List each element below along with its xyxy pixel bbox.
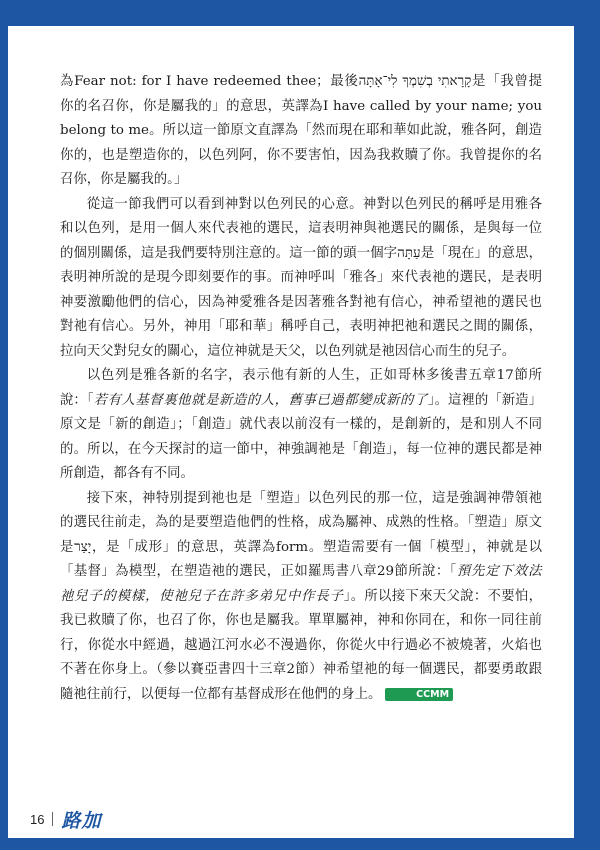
scripture-quote-2cor: 若有人基督裏他就是新造的人，舊事已過都變成新的了 — [93, 392, 428, 408]
hebrew-word-form: יָצַר — [74, 539, 92, 555]
paragraph-3: 以色列是雅各新的名字，表示他有新的人生，正如哥林多後書五章17節所說：「若有人基督裏他就是新造的人，舊事已過都變成新的了」。這裡的「新造」原文是「新的創造」；「創造」就代表以前沒有一樣的，是創新的，是和別人不同的。所以，在今天探討的這一節中，神強調祂是「創造」，每一位神的選民都是神所創造，都各有不同。 — [60, 368, 542, 481]
bottom-border — [0, 838, 600, 850]
paragraph-4: 接下來，神特別提到祂也是「塑造」以色列民的那一位，這是強調神帶領祂的選民往前走，為的是要塑造他們的性格，成為屬神、成熟的性格。「塑造」原文是יָצַר，是「成形」的意思，英譯為form。塑造需要有一個「模型」，神就是以「基督」為模型，在塑造祂的選民，正如羅馬書八章29節所說：「預先定下效法祂兒子的模樣，使祂兒子在許多弟兄中作長子」。所以接下來天父說：不要怕，我已救贖了你，也召了你，你也是屬我。單單屬神，神和你同在，和你一同往前行，你從水中經過，越過江河水必不漫過你，你從火中行過必不被燒著，火焰也不著在你身上。（參以賽亞書四十三章2節）神希望祂的每一個選民，都要勇敢跟隨祂往前行，以便每一位都有基督成形在他們的身上。 CCMM — [60, 490, 542, 702]
page-number: 16 — [30, 811, 45, 827]
page-footer — [30, 806, 101, 832]
paragraph-2: 從這一節我們可以看到神對以色列民的心意。神對以色列民的稱呼是用雅各和以色列，是用一個人來代表祂的選民，這表明神與祂選民的關係，是與每一位的個別關係，這是我們要特別注意的。這一節的頭一個字עַתָּה是「現在」的意思，表明神所說的是現今即刻要作的事。而神呼叫「雅各」來代表祂的選民，是表明神要激勵他們的信心，因為神愛雅各是因著雅各對祂有信心，神希望祂的選民也對祂有信心。另外，神用「耶和華」稱呼自己，表明神把祂和選民之間的關係，拉向天父對兒女的關心，這位神就是天父，以色列就是祂因信心而生的兒子。 — [60, 196, 543, 359]
hebrew-phrase: קָרָאתִי בְשִׁמְךָ לִי־אָתָּה — [358, 74, 472, 89]
left-border — [0, 0, 8, 850]
top-border — [0, 0, 600, 26]
hebrew-word-now: עַתָּה — [397, 245, 421, 261]
article-body — [60, 70, 542, 707]
paragraph-1: 為Fear not: for I have redeemed thee；最後קָרָאתִי בְשִׁמְךָ לִי־אָתָּה是「我曾提你的名召你，你是屬我的」的意思，英譯為I have called by your name; you belong to me。所以這一節原文直譯為「然而現在耶和華如此說，雅各阿，創造你的，也是塑造你的，以色列阿，你不要害怕，因為我救贖了你。我曾提你的名召你，你是屬我的。」 — [60, 74, 542, 187]
right-border — [574, 0, 600, 850]
scripture-quote-romans: 預先定下效法祂兒子的模樣，使祂兒子在許多弟兄中作長子 — [60, 564, 542, 604]
footer-divider — [52, 812, 53, 826]
ccmm-badge: CCMM — [385, 688, 453, 701]
magazine-logo: 路加 — [61, 809, 102, 832]
